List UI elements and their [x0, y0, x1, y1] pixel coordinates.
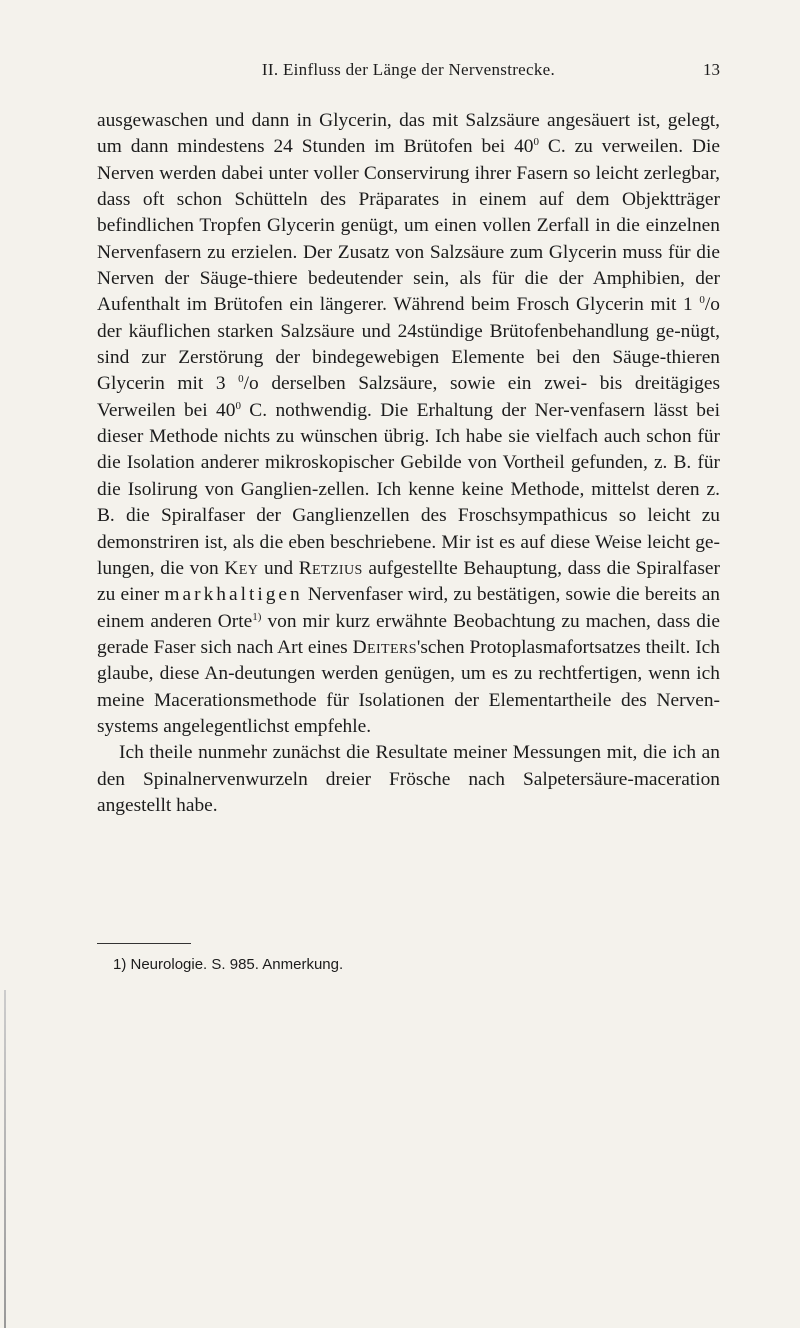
footnote: 1) Neurologie. S. 985. Anmerkung.: [113, 956, 344, 973]
p1-text-4: /o derselben Salzsäure, sowie ein zwei- bis dreitägiges Verweilen bei 40: [97, 373, 721, 421]
author-name-retzius: Retzius: [298, 557, 363, 579]
p1-text-10: 'schen Protoplasmafortsatzes theilt. Ich glaube, diese An-deutungen werden genügen, um es zu rechtfertigen, wenn ich meine Macerationsmethode für Isolationen der Elementartheile des Nerven-systems angelegentlichst empfehle.: [97, 636, 720, 737]
p1-text-9: von mir kurz erwähnte Beobachtung zu machen, dass die gerade Faser sich nach Art eines: [97, 610, 720, 658]
p1-text-2: C. zu verweilen. Die Nerven werden dabei unter voller Conservirung ihrer Fasern so leicht zerlegbar, dass oft schon Schütteln des Präparates in einem auf dem Objektträger befindlichen Tropfen Glycerin genügt, um einen vollen Zerfall in die einzelnen Nervenfasern zu erzielen. Der Zusatz von Salzsäure zum Glycerin muss für die Nerven der Säuge-thiere bedeutender sein, als für die der Amphibien, der Aufenthalt im Brütofen ein längerer. Während beim Frosch Glycerin mit 1: [97, 136, 720, 316]
emphasis-markhaltigen: markhaltigen: [164, 584, 303, 606]
percent-mark: 0: [238, 373, 244, 386]
p1-text-6: und: [258, 557, 299, 579]
p1-text-7: aufgestellte Behauptung, dass die Spiralfaser zu einer: [97, 557, 720, 606]
percent-mark: 0: [699, 294, 705, 307]
degree-mark: 0: [235, 399, 241, 412]
footnote-reference: 1): [252, 610, 262, 623]
p1-text-1: ausgewaschen und dann in Glycerin, das mit Salzsäure angesäuert ist, gelegt, um dann mindestens 24 Stunden im Brütofen bei 40: [97, 110, 720, 158]
p1-text-8: Nervenfaser wird, zu bestätigen, sowie die bereits an einem anderen Orte: [97, 584, 720, 632]
paragraph-1: [97, 108, 720, 740]
running-header: [97, 60, 720, 86]
header-title: II. Einfluss der Länge der Nervenstrecke.: [261, 60, 556, 79]
scan-edge-shadow: [4, 990, 6, 1328]
footnote-divider: [97, 943, 191, 944]
paragraph-2: Ich theile nunmehr zunächst die Resultate meiner Messungen mit, die ich an den Spinalnervenwurzeln dreier Frösche nach Salpetersäure-maceration angestellt habe.: [97, 742, 720, 816]
author-name-key: Key: [224, 557, 259, 579]
p1-text-5: C. nothwendig. Die Erhaltung der Ner-venfasern lässt bei dieser Methode nichts zu wünschen übrig. Ich habe sie vielfach auch schon für die Isolation anderer mikroskopischer Gebilde von Vortheil gefunden, z. B. für die Isolirung von Ganglien-zellen. Ich kenne keine Methode, mittelst deren z. B. die Spiralfaser der Ganglienzellen des Froschsympathicus so leicht zu demonstriren ist, als die eben beschriebene. Mir ist es auf diese Weise leicht ge-lungen, die von: [97, 399, 720, 579]
p1-text-3: /o der käuflichen starken Salzsäure und 24stündige Brütofenbehandlung ge-nügt, sind zur Zerstörung der bindegewebigen Elemente bei den Säuge-thieren Glycerin mit 3: [97, 294, 720, 395]
author-name-deiters: Deiters: [352, 636, 417, 658]
page-number: 13: [703, 60, 720, 79]
degree-mark: 0: [533, 136, 539, 149]
main-text: [97, 108, 720, 819]
